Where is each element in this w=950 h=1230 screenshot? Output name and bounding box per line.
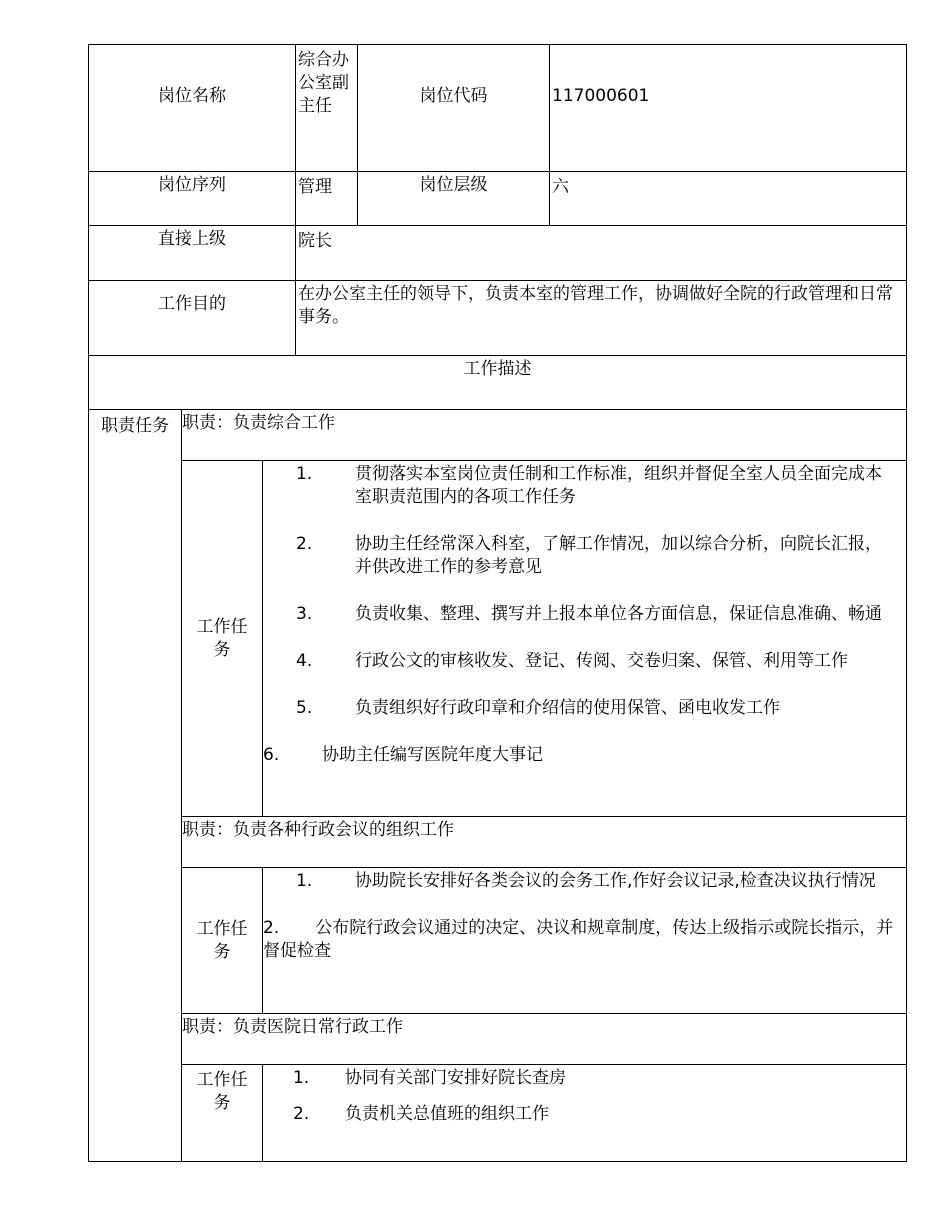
level-value: 六 — [550, 172, 907, 226]
task-label: 工作任务 — [182, 1065, 263, 1162]
description-title: 工作描述 — [89, 356, 907, 410]
purpose-row — [89, 281, 907, 356]
list-item: 2. 协助主任经常深入科室，了解工作情况，加以综合分析，向院长汇报，并供改进工作的参考意见 — [296, 534, 882, 577]
duty-title: 职责：负责综合工作 — [182, 410, 907, 461]
position-row — [89, 45, 907, 172]
list-item: 4. 行政公文的审核收发、登记、传阅、交卷归案、保管、利用等工作 — [296, 651, 848, 671]
list-item: 2. 负责机关总值班的组织工作 — [293, 1104, 549, 1124]
duty-tasks-row — [89, 868, 907, 1014]
duty-title: 职责：负责各种行政会议的组织工作 — [182, 817, 907, 868]
task-list — [263, 1065, 907, 1162]
duty-tasks-row — [89, 1065, 907, 1162]
list-item: 1. 贯彻落实本室岗位责任制和工作标准，组织并督促全室人员全面完成本室职责范围内的各项工作任务 — [296, 464, 882, 507]
purpose-label: 工作目的 — [89, 281, 296, 356]
sequence-value: 管理 — [296, 172, 358, 226]
superior-label: 直接上级 — [89, 226, 296, 281]
position-code-value: 117000601 — [550, 45, 907, 172]
duty-tasks-row — [89, 461, 907, 817]
superior-row — [89, 226, 907, 281]
list-item: 6. 协助主任编写医院年度大事记 — [263, 745, 543, 765]
task-label: 工作任务 — [182, 868, 263, 1014]
task-label: 工作任务 — [182, 461, 263, 817]
position-name-label: 岗位名称 — [89, 45, 296, 172]
duty-title: 职责：负责医院日常行政工作 — [182, 1014, 907, 1065]
purpose-value: 在办公室主任的领导下，负责本室的管理工作，协调做好全院的行政管理和日常事务。 — [296, 281, 907, 356]
duty-row — [89, 1014, 907, 1065]
position-name-value: 综合办公室副主任 — [296, 45, 358, 172]
level-label: 岗位层级 — [358, 172, 550, 226]
description-title-row — [89, 356, 907, 410]
list-item: 5. 负责组织好行政印章和介绍信的使用保管、函电收发工作 — [296, 698, 780, 718]
list-item: 1. 协助院长安排好各类会议的会务工作,作好会议记录,检查决议执行情况 — [296, 871, 876, 891]
position-code-label: 岗位代码 — [358, 45, 550, 172]
duty-row — [89, 410, 907, 461]
duties-label: 职责任务 — [89, 410, 182, 1162]
sequence-label: 岗位序列 — [89, 172, 296, 226]
list-item: 2. 公布院行政会议通过的决定、决议和规章制度，传达上级指示或院长指示，并督促检查 — [263, 918, 894, 961]
duty-row — [89, 817, 907, 868]
list-item: 1. 协同有关部门安排好院长查房 — [293, 1068, 566, 1088]
list-item: 3. 负责收集、整理、撰写并上报本单位各方面信息，保证信息准确、畅通 — [296, 604, 882, 624]
job-description-table — [88, 44, 907, 1162]
sequence-row — [89, 172, 907, 226]
task-list — [263, 868, 907, 1014]
superior-value: 院长 — [296, 226, 907, 281]
task-list — [263, 461, 907, 817]
